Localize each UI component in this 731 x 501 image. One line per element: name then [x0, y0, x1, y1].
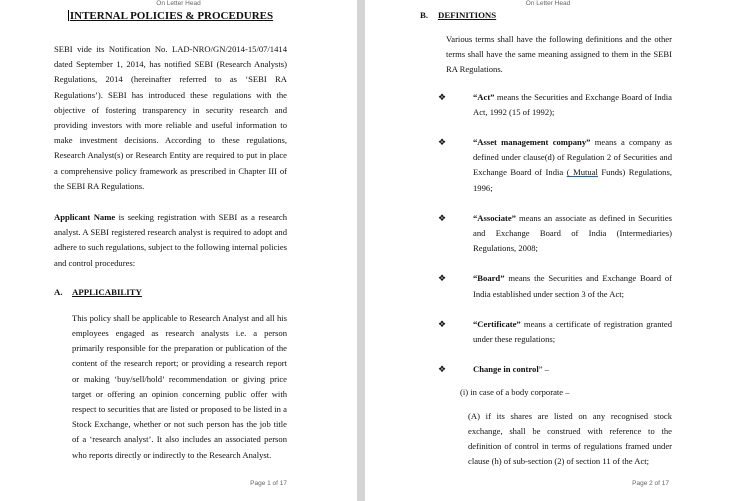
definition-item: ❖ “Certificate” means a certificate of registration granted under these regulations;	[438, 318, 672, 345]
document-page-2	[365, 0, 731, 501]
paragraph-applicability: This policy shall be applicable to Research Analyst and all his employees engaged as research analysts i.e. a person primarily responsible for the preparation or publication of the content of the research report; or providing a research report or making ‘buy/sell/hold’ recommendation or giving price target or offering an opinion concerning public offer with respect to securities that are listed or proposed to be listed in a Stock Exchange, whether or not such person has the job title of a ‘research analyst’. It also includes an associated person who reports directly or indirectly to the Research Analyst.	[72, 312, 287, 460]
diamond-bullet-icon: ❖	[438, 137, 447, 148]
definition-item: ❖ “Associate” means an associate as defined in Securities and Exchange Board of India (Intermediaries) Regulations, 2008;	[438, 212, 672, 254]
section-heading-definitions: B. DEFINITIONS	[420, 10, 497, 20]
definition-item: ❖ “Asset management company” means a company as defined under clause(d) of Regulation 2 of Securities and Exchange Board of India ( Mutual Funds) Regulations, 1996;	[438, 137, 672, 193]
diamond-bullet-icon: ❖	[438, 273, 447, 284]
paragraph-definitions-intro: Various terms shall have the following definitions and the other terms shall have the same meaning assigned to them in the SEBI RA Regulations.	[446, 34, 672, 75]
definition-item: ❖ “Act” means the Securities and Exchange Board of India Act, 1992 (15 of 1992);	[438, 91, 672, 117]
diamond-bullet-icon: ❖	[438, 364, 447, 375]
sub-clause-i: (i) in case of a body corporate –	[460, 387, 570, 398]
applicant-name: Applicant Name	[54, 212, 116, 223]
document-page-1	[0, 0, 357, 501]
page-footer: Page 2 of 17	[632, 480, 669, 487]
definition-item: ❖ “Board” means the Securities and Exchange Board of India established under section 3 of the Act;	[438, 273, 672, 299]
document-title: INTERNAL POLICIES & PROCEDURES	[69, 10, 274, 22]
page-header: On Letter Head	[525, 0, 571, 7]
page-footer: Page 1 of 17	[250, 480, 287, 487]
page-header: On Letter Head	[156, 0, 201, 7]
paragraph-applicant: Applicant Name is seeking registration with SEBI as a research analyst. A SEBI registered research analyst is required to adopt and adhere to such regulations, subject to the following internal policies and control procedures:	[54, 212, 287, 268]
paragraph-intro: SEBI vide its Notification No. LAD-NRO/GN/2014-15/07/1414 dated September 1, 2014, has notified SEBI (Research Analysts) Regulations, 2014 (hereinafter referred to as ‘SEBI RA Regulations’). SEBI has introduced these regulations with the objective of fostering transparency in security research and providing investors with more reliable and useful information to make investment decisions. According to these regulations, Research Analyst(s) or Research Entity are required to put in place a comprehensive policy framework as prescribed in Chapter III of the SEBI RA Regulations.	[54, 44, 287, 191]
definition-item: ❖ Change in control” –	[438, 362, 672, 377]
diamond-bullet-icon: ❖	[438, 318, 447, 329]
section-heading-applicability: A. APPLICABILITY	[54, 286, 142, 297]
diamond-bullet-icon: ❖	[438, 91, 447, 102]
diamond-bullet-icon: ❖	[438, 212, 447, 223]
page-gutter	[357, 0, 365, 501]
text-cursor	[68, 10, 69, 21]
sub-clause-a: (A) if its shares are listed on any recognised stock exchange, shall be construed with reference to the definition of control in terms of regulations framed under clause (h) of sub-section (2) of section 11 of the Act;	[468, 410, 672, 467]
